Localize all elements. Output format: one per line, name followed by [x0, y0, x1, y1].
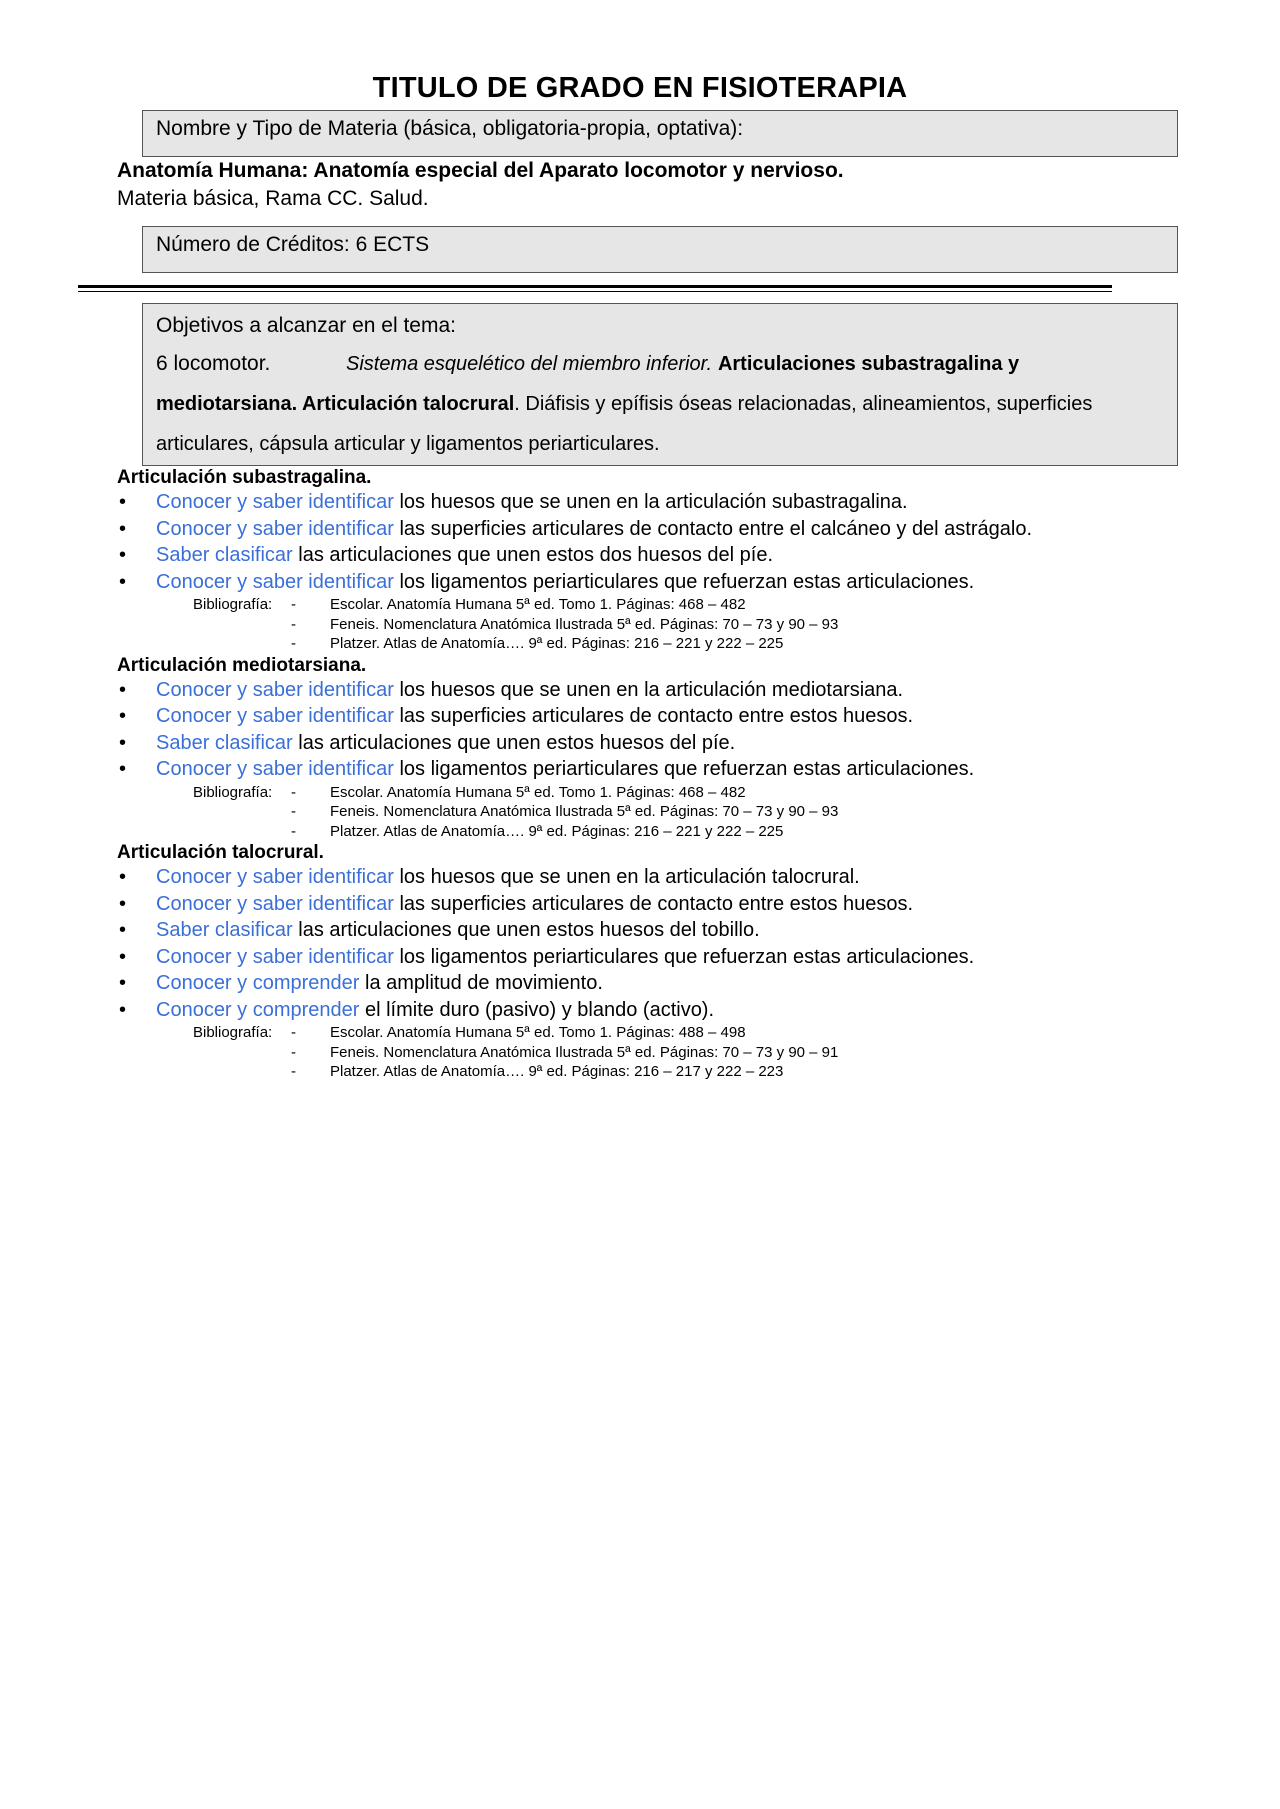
bibliography-entry [117, 1023, 1197, 1043]
subject-name: Anatomía Humana: Anatomía especial del Aparato locomotor y nervioso. [117, 159, 844, 182]
bibliography [117, 595, 1197, 654]
objective-item [117, 756, 1197, 783]
objective-text: las superficies articulares de contacto entre el calcáneo y del astrágalo. [393, 517, 1033, 540]
bibliography-text: Platzer. Atlas de Anatomía…. 9ª ed. Páginas: 216 – 217 y 222 – 223 [330, 1063, 784, 1080]
objective-item [117, 944, 1197, 971]
bibliography-text: Platzer. Atlas de Anatomía…. 9ª ed. Páginas: 216 – 221 y 222 – 225 [330, 635, 784, 652]
bibliography-dash: - [291, 596, 296, 613]
objective-text: los huesos que se unen en la articulación talocrural. [393, 866, 860, 888]
objective-verb: Conocer y saber identificar [156, 945, 394, 968]
bibliography-text: Escolar. Anatomía Humana 5ª ed. Tomo 1. Páginas: 488 – 498 [330, 1024, 746, 1041]
bibliography-label: Bibliografía: [193, 783, 273, 801]
objective-text: los ligamentos periarticulares que refuerzan estas articulaciones. [393, 570, 975, 593]
bibliography-entry [117, 822, 1197, 842]
objective-item [117, 864, 1197, 891]
section [117, 841, 1197, 1082]
bibliography-entry [117, 595, 1197, 615]
objective-text: las articulaciones que unen estos dos huesos del píe. [292, 544, 774, 566]
objective-verb: Saber clasificar [156, 731, 293, 754]
objective-item [117, 569, 1197, 596]
section-title: Articulación mediotarsiana. [117, 654, 367, 676]
bibliography-dash: - [291, 1063, 296, 1080]
section [117, 654, 1197, 842]
objective-list [117, 489, 1197, 595]
objective-item [117, 891, 1197, 918]
bibliography-entry [117, 802, 1197, 822]
objective-text: los huesos que se unen en la articulación mediotarsiana. [393, 678, 904, 701]
bibliography [117, 1023, 1197, 1082]
subject-block [117, 157, 844, 213]
objetivos-number: 6 locomotor. [156, 352, 271, 375]
objective-verb: Conocer y saber identificar [156, 491, 394, 513]
objective-verb: Conocer y saber identificar [156, 705, 394, 727]
bibliography-dash: - [291, 822, 296, 840]
objective-text: los ligamentos periarticulares que refuerzan estas articulaciones. [393, 758, 975, 780]
bibliography-dash: - [291, 635, 296, 652]
bibliography-dash: - [291, 1043, 296, 1061]
objective-list [117, 864, 1197, 1023]
bibliography-label: Bibliografía: [193, 1024, 273, 1041]
objective-item [117, 516, 1197, 543]
objective-text: los huesos que se unen en la articulación subastragalina. [393, 491, 908, 513]
objective-verb: Conocer y saber identificar [156, 892, 394, 915]
bibliography-text: Feneis. Nomenclatura Anatómica Ilustrada 5ª ed. Páginas: 70 – 73 y 90 – 93 [330, 615, 839, 633]
objective-item [117, 703, 1197, 730]
bibliography-dash: - [291, 783, 296, 801]
double-rule-thick [78, 285, 1112, 288]
objective-text: las articulaciones que unen estos huesos del píe. [292, 731, 736, 754]
bibliography-text: Feneis. Nomenclatura Anatómica Ilustrada 5ª ed. Páginas: 70 – 73 y 90 – 91 [330, 1043, 839, 1061]
bibliography-text: Escolar. Anatomía Humana 5ª ed. Tomo 1. Páginas: 468 – 482 [330, 596, 746, 613]
objective-item [117, 677, 1197, 704]
objective-text: las articulaciones que unen estos huesos del tobillo. [292, 919, 760, 941]
objective-verb: Conocer y comprender [156, 998, 360, 1021]
materia-label: Nombre y Tipo de Materia (básica, obligatoria-propia, optativa): [156, 117, 744, 140]
objective-item [117, 542, 1197, 569]
bibliography-text: Feneis. Nomenclatura Anatómica Ilustrada 5ª ed. Páginas: 70 – 73 y 90 – 93 [330, 803, 839, 820]
objetivos-italic: Sistema esquelético del miembro inferior. [346, 353, 713, 375]
objetivos-bold: Articulaciones subastragalina y mediotarsiana. Articulación talocrural [156, 353, 1020, 415]
creditos-label: Número de Créditos: 6 ECTS [156, 233, 430, 256]
objective-text: la amplitud de movimiento. [359, 972, 603, 994]
objective-text: el límite duro (pasivo) y blando (activo). [359, 998, 715, 1021]
section-title: Articulación talocrural. [117, 842, 324, 863]
bibliography-entry [117, 1043, 1197, 1063]
bibliography-dash: - [291, 615, 296, 633]
bibliography-label: Bibliografía: [193, 596, 273, 613]
bibliography [117, 783, 1197, 842]
section [117, 466, 1197, 654]
objective-verb: Conocer y saber identificar [156, 758, 394, 780]
section-title: Articulación subastragalina. [117, 467, 372, 488]
bibliography-dash: - [291, 1024, 296, 1041]
objective-item [117, 970, 1197, 997]
document-title: TITULO DE GRADO EN FISIOTERAPIA [372, 72, 908, 104]
bibliography-entry [117, 783, 1197, 803]
objetivos-box [142, 303, 1178, 466]
bibliography-text: Escolar. Anatomía Humana 5ª ed. Tomo 1. Páginas: 468 – 482 [330, 783, 746, 801]
objetivos-label: Objetivos a alcanzar en el tema: [156, 314, 456, 337]
objetivos-description [156, 344, 1164, 464]
objective-verb: Conocer y comprender [156, 972, 360, 994]
materia-box [142, 110, 1178, 157]
objective-verb: Conocer y saber identificar [156, 866, 394, 888]
bibliography-entry [117, 615, 1197, 635]
objective-text: los ligamentos periarticulares que refuerzan estas articulaciones. [393, 945, 975, 968]
objetivos-rest: . Diáfisis y epífisis óseas relacionadas, alineamientos, superficies articulares, cápsula articular y ligamentos periarticulares. [156, 393, 1093, 455]
objective-item [117, 917, 1197, 944]
objective-verb: Conocer y saber identificar [156, 678, 394, 701]
objective-verb: Conocer y saber identificar [156, 517, 394, 540]
objective-item [117, 997, 1197, 1024]
bibliography-entry [117, 1062, 1197, 1082]
double-rule-thin [78, 291, 1112, 292]
objective-text: las superficies articulares de contacto entre estos huesos. [393, 892, 914, 915]
sections-container [117, 466, 1197, 1082]
objective-item [117, 489, 1197, 516]
objective-verb: Saber clasificar [156, 919, 293, 941]
bibliography-dash: - [291, 803, 296, 820]
objective-item [117, 730, 1197, 757]
bibliography-entry [117, 634, 1197, 654]
objective-text: las superficies articulares de contacto entre estos huesos. [393, 705, 914, 727]
objective-verb: Conocer y saber identificar [156, 570, 394, 593]
bibliography-text: Platzer. Atlas de Anatomía…. 9ª ed. Páginas: 216 – 221 y 222 – 225 [330, 822, 784, 840]
creditos-box [142, 226, 1178, 273]
objective-verb: Saber clasificar [156, 544, 293, 566]
objective-list [117, 677, 1197, 783]
subject-type: Materia básica, Rama CC. Salud. [117, 187, 429, 210]
